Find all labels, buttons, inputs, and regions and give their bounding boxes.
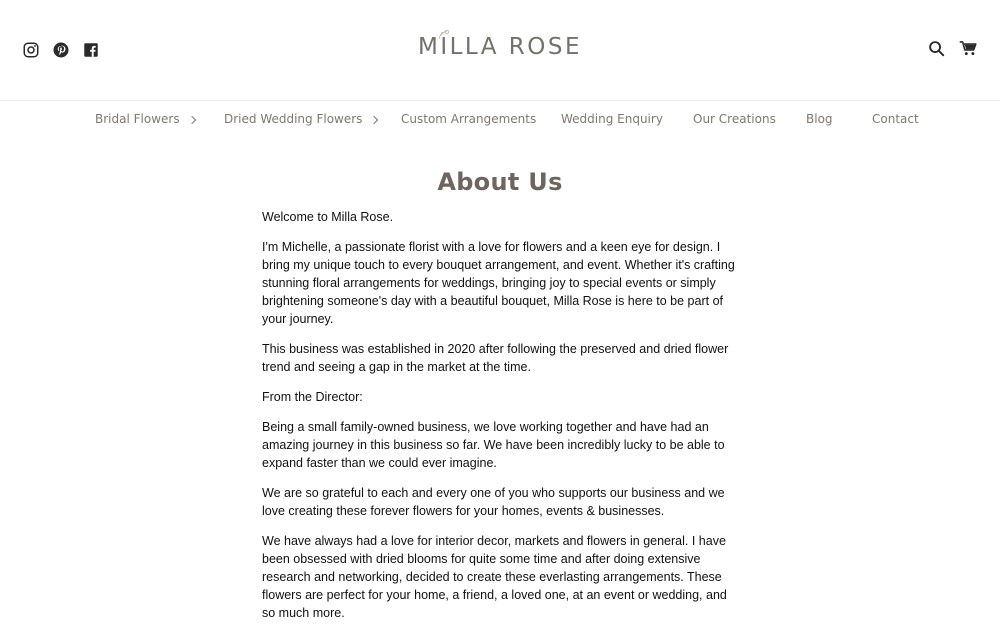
gratitude-paragraph: We are so grateful to each and every one of you who supports our business and we love creating these forever flowers for your homes, events & businesses.: [262, 486, 725, 518]
nav-item-contact[interactable]: [872, 112, 919, 126]
page-title: About Us: [437, 168, 563, 196]
nav-item-label: Wedding Enquiry: [561, 112, 663, 126]
utility-links: [928, 40, 978, 57]
history-paragraph: This business was established in 2020 after following the preserved and dried flower trend and seeing a gap in the market at the time.: [262, 342, 729, 374]
nav-item-label: Custom Arrangements: [401, 112, 537, 126]
chevron-right-icon: [187, 115, 195, 123]
welcome-paragraph: Welcome to Milla Rose.: [262, 210, 394, 224]
flower-logo-mark-icon: [436, 30, 450, 40]
site-header: [0, 0, 1000, 101]
nav-item-custom-arrangements[interactable]: [401, 112, 536, 126]
nav-item-label: Dried Wedding Flowers: [224, 112, 363, 126]
main-nav: [0, 101, 1000, 138]
cart-icon[interactable]: [959, 40, 978, 57]
search-icon[interactable]: [928, 40, 945, 57]
nav-item-label: Contact: [872, 112, 919, 126]
nav-item-label: Our Creations: [693, 112, 776, 126]
nav-item-label: Bridal Flowers: [95, 112, 180, 126]
chevron-right-icon: [370, 115, 378, 123]
nav-item-label: Blog: [806, 112, 833, 126]
nav-item-our-creations[interactable]: [693, 112, 776, 126]
brand-name: MILLA ROSE: [417, 34, 583, 60]
about-content: [262, 168, 742, 634]
passion-paragraph: We have always had a love for interior decor, markets and flowers in general. I have been obsessed with dried blooms for quite some time and after doing extensive research and networking, decided to create these everlasting arrangements. These flowers are perfect for your home, a friend, a loved one, at an event or wedding, and so much more.: [262, 534, 727, 620]
nav-item-bridal-flowers[interactable]: [95, 112, 195, 126]
brand-logo[interactable]: [0, 34, 1000, 60]
family-business-paragraph: Being a small family-owned business, we love working together and have had an amazing journey in this business so far. We have been incredibly lucky to be able to expand faster than we could ever imagine.: [262, 420, 725, 470]
director-heading-paragraph: From the Director:: [262, 390, 363, 404]
nav-item-dried-wedding-flowers[interactable]: [224, 112, 377, 126]
intro-paragraph: I'm Michelle, a passionate florist with a love for flowers and a keen eye for design. I bring my unique touch to every bouquet arrangement, and event. Whether it's crafting stunning floral arrangements for weddings, bringing joy to special events or simply brightening someone's day with a beautiful bouquet, Milla Rose is here to be part of your journey.: [262, 240, 735, 326]
nav-item-wedding-enquiry[interactable]: [561, 112, 663, 126]
nav-item-blog[interactable]: [806, 112, 833, 126]
